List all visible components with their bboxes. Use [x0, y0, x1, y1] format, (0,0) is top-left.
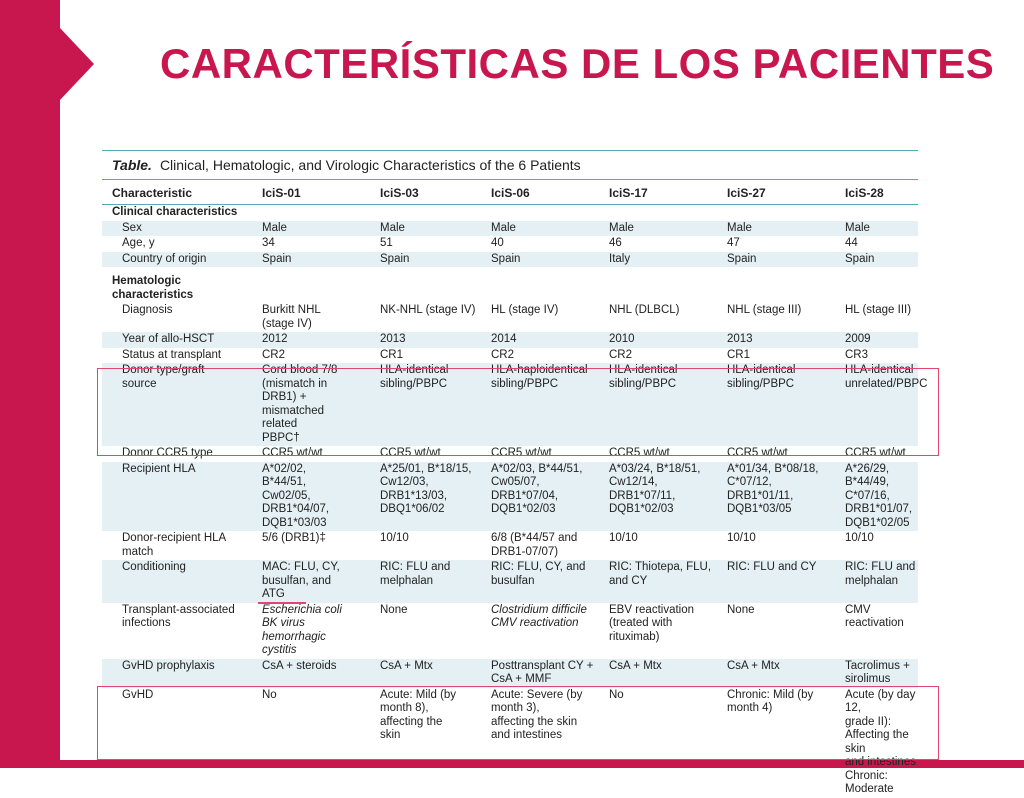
cell: Male — [252, 221, 370, 237]
table-row — [102, 348, 918, 364]
header-icis-17: IciS-17 — [599, 180, 717, 205]
atg-underline-mark — [258, 602, 306, 604]
title-arrow-marker — [60, 28, 94, 100]
cell: A*01/34, B*08/18, C*07/12, DRB1*01/11, DQB1*03/05 — [717, 462, 835, 532]
cell: 6/8 (B*44/57 and DRB1-07/07) — [491, 532, 578, 558]
cell: Posttransplant CY + CsA + MMF — [481, 659, 599, 688]
table-row — [102, 332, 918, 348]
cell: EBV reactivation (treated with rituximab) — [609, 603, 695, 643]
header-characteristic: Characteristic — [102, 180, 252, 205]
cell: Spain — [370, 252, 481, 268]
cell: HLA-identical sibling/PBPC — [370, 363, 481, 446]
cell: Spain — [481, 252, 599, 268]
cell: Male — [599, 221, 717, 237]
cell: HL (stage III) — [845, 304, 912, 316]
characteristics-table — [102, 180, 928, 798]
cell: RIC: FLU, CY, and busulfan — [481, 560, 599, 603]
table-header-row — [102, 180, 918, 205]
cell: HLA-identical sibling/PBPC — [717, 363, 835, 446]
cell: A*02/02, B*44/51, Cw02/05, DRB1*04/07, DQB1*03/03 — [252, 462, 370, 532]
section-hematologic: Hematologic characteristics — [112, 275, 194, 301]
table-caption — [102, 150, 918, 180]
left-accent-bar — [0, 0, 60, 768]
cell: RIC: Thiotepa, FLU, and CY — [599, 560, 717, 603]
cell: NK-NHL (stage IV) — [380, 304, 476, 316]
cell: CMV reactivation — [845, 603, 904, 629]
cell: Spain — [835, 252, 918, 268]
row-label: Conditioning — [102, 560, 252, 603]
cell: HL (stage IV) — [491, 304, 559, 316]
table-row — [102, 560, 918, 603]
row-label: Diagnosis — [122, 304, 173, 316]
cell: 2013 — [717, 332, 835, 348]
row-label: Age, y — [122, 237, 155, 249]
cell: RIC: FLU and melphalan — [370, 560, 481, 603]
table-row — [102, 531, 918, 560]
table-row — [102, 446, 918, 462]
cell: Italy — [599, 252, 717, 268]
cell: CR1 — [380, 348, 404, 361]
cell: 10/10 — [380, 532, 409, 544]
cell: RIC: FLU and CY — [717, 560, 835, 603]
header-icis-28: IciS-28 — [835, 180, 918, 205]
cell: 10/10 — [727, 532, 756, 544]
cell: Tacrolimus + sirolimus — [835, 659, 918, 688]
row-label: Year of allo-HSCT — [102, 332, 252, 348]
cell: No — [609, 688, 624, 701]
cell: CsA + steroids — [252, 659, 370, 688]
table-caption-text: Clinical, Hematologic, and Virologic Characteristics of the 6 Patients — [159, 157, 581, 173]
table-row — [102, 462, 918, 532]
cell: CsA + Mtx — [599, 659, 717, 688]
section-row-clinical — [102, 205, 918, 221]
cell: 2009 — [835, 332, 918, 348]
cell: 40 — [491, 237, 504, 249]
cell: Cord blood 7/8 (mismatch in DRB1) + mismatched related PBPC† — [252, 363, 370, 446]
header-icis-03: IciS-03 — [370, 180, 481, 205]
cell: 10/10 — [609, 532, 638, 544]
row-label: Transplant-associated infections — [122, 603, 235, 629]
cell: 44 — [845, 237, 858, 249]
cell: A*26/29, B*44/49, C*07/16, DRB1*01/07, DQB1*02/05 — [835, 462, 918, 532]
table-label: Table. — [112, 157, 152, 173]
cell: NHL (DLBCL) — [609, 304, 680, 316]
cell: HLA-identical sibling/PBPC — [599, 363, 717, 446]
cell: CCR5 wt/wt — [262, 447, 323, 459]
row-label: Donor CCR5 type — [122, 447, 213, 459]
cell: Acute (by day 12, grade II): Affecting the skin and intestines Chronic: Moderate — [845, 688, 916, 795]
row-label: Donor-recipient HLA match — [122, 532, 227, 558]
cell: Acute: Severe (by month 3), affecting the skin and intestines — [491, 688, 583, 741]
cell: CR2 — [609, 348, 633, 361]
row-label: GvHD prophylaxis — [102, 659, 252, 688]
cell: HLA-haploidentical sibling/PBPC — [481, 363, 599, 446]
cell: No — [262, 688, 277, 701]
section-clinical: Clinical characteristics — [112, 206, 238, 218]
cell: 2010 — [599, 332, 717, 348]
cell: 51 — [380, 237, 393, 249]
cell: Acute: Mild (by month 8), affecting the skin — [380, 688, 457, 741]
cell: CCR5 wt/wt — [845, 447, 906, 459]
row-label: Recipient HLA — [102, 462, 252, 532]
cell: CR3 — [845, 348, 869, 361]
cell: CR2 — [262, 348, 286, 361]
row-label: Sex — [102, 221, 252, 237]
cell: CR2 — [491, 348, 515, 361]
cell: MAC: FLU, CY, busulfan, and ATG — [252, 560, 370, 603]
cell: 2013 — [370, 332, 481, 348]
cell: 2012 — [252, 332, 370, 348]
cell: HLA-identical unrelated/PBPC — [835, 363, 918, 446]
header-icis-06: IciS-06 — [481, 180, 599, 205]
cell: None — [380, 603, 408, 616]
cell: 47 — [727, 237, 740, 249]
cell: CCR5 wt/wt — [491, 447, 552, 459]
cell: Chronic: Mild (by month 4) — [727, 688, 814, 714]
cell: CsA + Mtx — [370, 659, 481, 688]
table-row — [102, 221, 918, 237]
cell: RIC: FLU and melphalan — [835, 560, 918, 603]
cell: Spain — [717, 252, 835, 268]
cell: 46 — [609, 237, 622, 249]
row-label: Donor type/graft source — [102, 363, 252, 446]
cell: Male — [717, 221, 835, 237]
cell: NHL (stage III) — [727, 304, 802, 316]
cell: Escherichia coli BK virus hemorrhagic cystitis — [262, 603, 342, 656]
cell: A*25/01, B*18/15, Cw12/03, DRB1*13/03, DBQ1*06/02 — [370, 462, 481, 532]
table-row — [102, 603, 918, 659]
header-icis-27: IciS-27 — [717, 180, 835, 205]
cell: Spain — [252, 252, 370, 268]
cell: Clostridium difficile CMV reactivation — [491, 603, 587, 629]
cell: CR1 — [727, 348, 751, 361]
table-row — [102, 659, 918, 688]
cell: 10/10 — [845, 532, 874, 544]
table-row — [102, 688, 918, 798]
section-row-hematologic — [102, 267, 918, 303]
row-label: Status at transplant — [122, 348, 222, 361]
cell: CCR5 wt/wt — [727, 447, 788, 459]
cell: A*02/03, B*44/51, Cw05/07, DRB1*07/04, DQB1*02/03 — [481, 462, 599, 532]
cell: 34 — [262, 237, 275, 249]
cell: 5/6 (DRB1)‡ — [262, 532, 326, 544]
cell: CCR5 wt/wt — [609, 447, 670, 459]
cell: Burkitt NHL (stage IV) — [262, 304, 321, 330]
cell: Male — [370, 221, 481, 237]
slide-title: CARACTERÍSTICAS DE LOS PACIENTES — [160, 40, 995, 87]
cell: Male — [835, 221, 918, 237]
cell: Male — [481, 221, 599, 237]
table-row — [102, 363, 918, 446]
header-icis-01: IciS-01 — [252, 180, 370, 205]
table-row — [102, 252, 918, 268]
patient-table — [102, 150, 928, 798]
row-label: Country of origin — [102, 252, 252, 268]
cell: A*03/24, B*18/51, Cw12/14, DRB1*07/11, DQB1*02/03 — [599, 462, 717, 532]
cell: 2014 — [481, 332, 599, 348]
table-row — [102, 236, 918, 252]
table-row — [102, 303, 918, 332]
row-label: GvHD — [122, 688, 154, 701]
cell: CCR5 wt/wt — [380, 447, 441, 459]
cell: None — [727, 603, 755, 616]
cell: CsA + Mtx — [717, 659, 835, 688]
